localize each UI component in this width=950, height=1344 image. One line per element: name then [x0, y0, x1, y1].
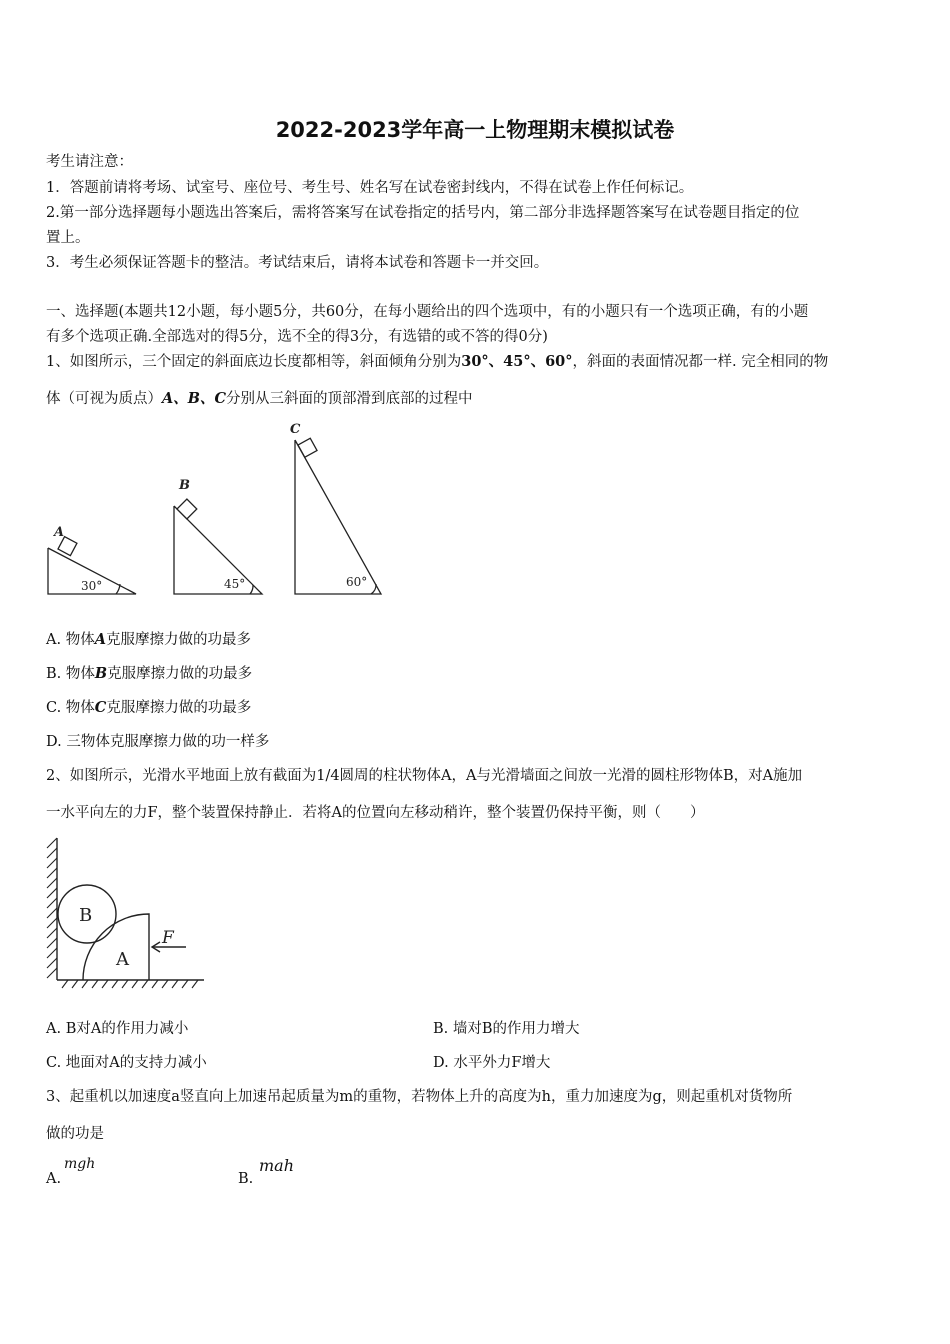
q2-stem-line1: 2、如图所示，光滑水平地面上放有截面为1/4圆周的柱状物体A，A与光滑墙面之间放一光滑的圆柱形物体B，对A施加 [46, 768, 803, 784]
body-a-shape [83, 914, 149, 980]
q3-option-b-label[interactable]: B. [238, 1171, 254, 1187]
q1-bodies: A、B、C [162, 390, 227, 407]
angle-arc-c [371, 584, 376, 594]
q2-wall-figure [44, 836, 208, 994]
angle-arc-a [116, 584, 120, 594]
label-b: B [179, 478, 190, 493]
ground-hatching [62, 980, 198, 988]
notice-item-1: 1．答题前请将考场、试室号、座位号、考生号、姓名写在试卷密封线内，不得在试卷上作任何标记。 [46, 180, 694, 196]
label-body-b: B [79, 905, 93, 926]
label-a: A [54, 525, 65, 540]
q1-option-a[interactable] [46, 630, 251, 650]
notice-item-3: 3．考生必须保证答题卡的整洁。考试结束后，请将本试卷和答题卡一并交回。 [46, 255, 549, 271]
q1-option-b-obj: B [94, 665, 108, 682]
q1-angles: 30°、45°、60° [461, 353, 573, 370]
label-c: C [290, 422, 301, 437]
q2-option-d[interactable]: D. 水平外力F增大 [433, 1055, 551, 1071]
q1-stem-line2 [46, 389, 473, 409]
angle-label-60: 60° [346, 575, 368, 589]
label-body-a: A [116, 949, 129, 970]
q1-option-a-text-2: 克服摩擦力做的功最多 [105, 632, 251, 648]
section1-instructions-2: 有多个选项正确.全部选对的得5分，选不全的得3分，有选错的或不答的得0分) [46, 329, 548, 345]
q1-option-d[interactable] [46, 732, 269, 752]
q1-option-b[interactable] [46, 664, 252, 684]
q3-stem-line2: 做的功是 [46, 1126, 104, 1142]
notice-heading: 考生请注意： [46, 154, 133, 170]
angle-arc-b [250, 585, 253, 594]
q2-option-a[interactable]: A. B对A的作用力减小 [46, 1021, 189, 1037]
q3-option-a-expr: mgh [64, 1156, 96, 1172]
q1-option-a-text: A. 物体 [46, 632, 95, 648]
q1-stem-text-3: 体（可视为质点） [46, 391, 162, 407]
page-title: 2022-2023学年高一上物理期末模拟试卷 [275, 118, 675, 142]
q1-option-a-obj: A [94, 631, 106, 648]
notice-item-2: 2.第一部分选择题每小题选出答案后，需将答案写在试卷指定的括号内，第二部分非选择题答案写在试卷题目指定的位 [46, 205, 800, 221]
q2-stem-line2: 一水平向左的力F，整个装置保持静止．若将A的位置向左移动稍许，整个装置仍保持平衡，则（ ） [46, 805, 705, 821]
q2-option-b[interactable]: B. 墙对B的作用力增大 [433, 1021, 580, 1037]
label-force: F [162, 928, 174, 948]
angle-label-45: 45° [224, 577, 246, 591]
q1-option-c-text: C. 物体 [46, 700, 95, 716]
q1-option-c-text-2: 克服摩擦力做的功最多 [106, 700, 252, 716]
q2-option-c[interactable]: C. 地面对A的支持力减小 [46, 1055, 207, 1071]
q1-stem-text: 1、如图所示，三个固定的斜面底边长度都相等，斜面倾角分别为 [46, 354, 462, 370]
q1-stem-text-2: ，斜面的表面情况都一样. 完全相同的物 [572, 354, 829, 370]
q1-stem-line1 [46, 352, 828, 372]
wall-hatching [47, 838, 57, 978]
q1-inclines-figure [44, 418, 389, 600]
incline-c [295, 440, 381, 594]
q1-option-b-text-2: 克服摩擦力做的功最多 [107, 666, 253, 682]
q3-stem-line1: 3、起重机以加速度a竖直向上加速吊起质量为m的重物，若物体上升的高度为h，重力加速度为g，则起重机对货物所 [46, 1089, 793, 1105]
angle-label-30: 30° [81, 579, 103, 593]
block-c [298, 438, 317, 457]
q1-option-c[interactable] [46, 698, 251, 718]
q3-option-b-expr: mah [259, 1156, 295, 1175]
q1-stem-text-4: 分别从三斜面的顶部滑到底部的过程中 [226, 391, 473, 407]
q1-option-b-text: B. 物体 [46, 666, 95, 682]
q1-option-c-obj: C [94, 699, 107, 716]
q3-option-a-label[interactable]: A. [46, 1171, 62, 1187]
q1-option-d-text: D. 三物体克服摩擦力做的功一样多 [46, 734, 270, 750]
notice-item-2-cont: 置上。 [46, 230, 90, 246]
block-b [177, 499, 197, 519]
section1-instructions-1: 一、选择题(本题共12小题，每小题5分，共60分，在每小题给出的四个选项中，有的小题只有一个选项正确，有的小题 [46, 304, 809, 320]
